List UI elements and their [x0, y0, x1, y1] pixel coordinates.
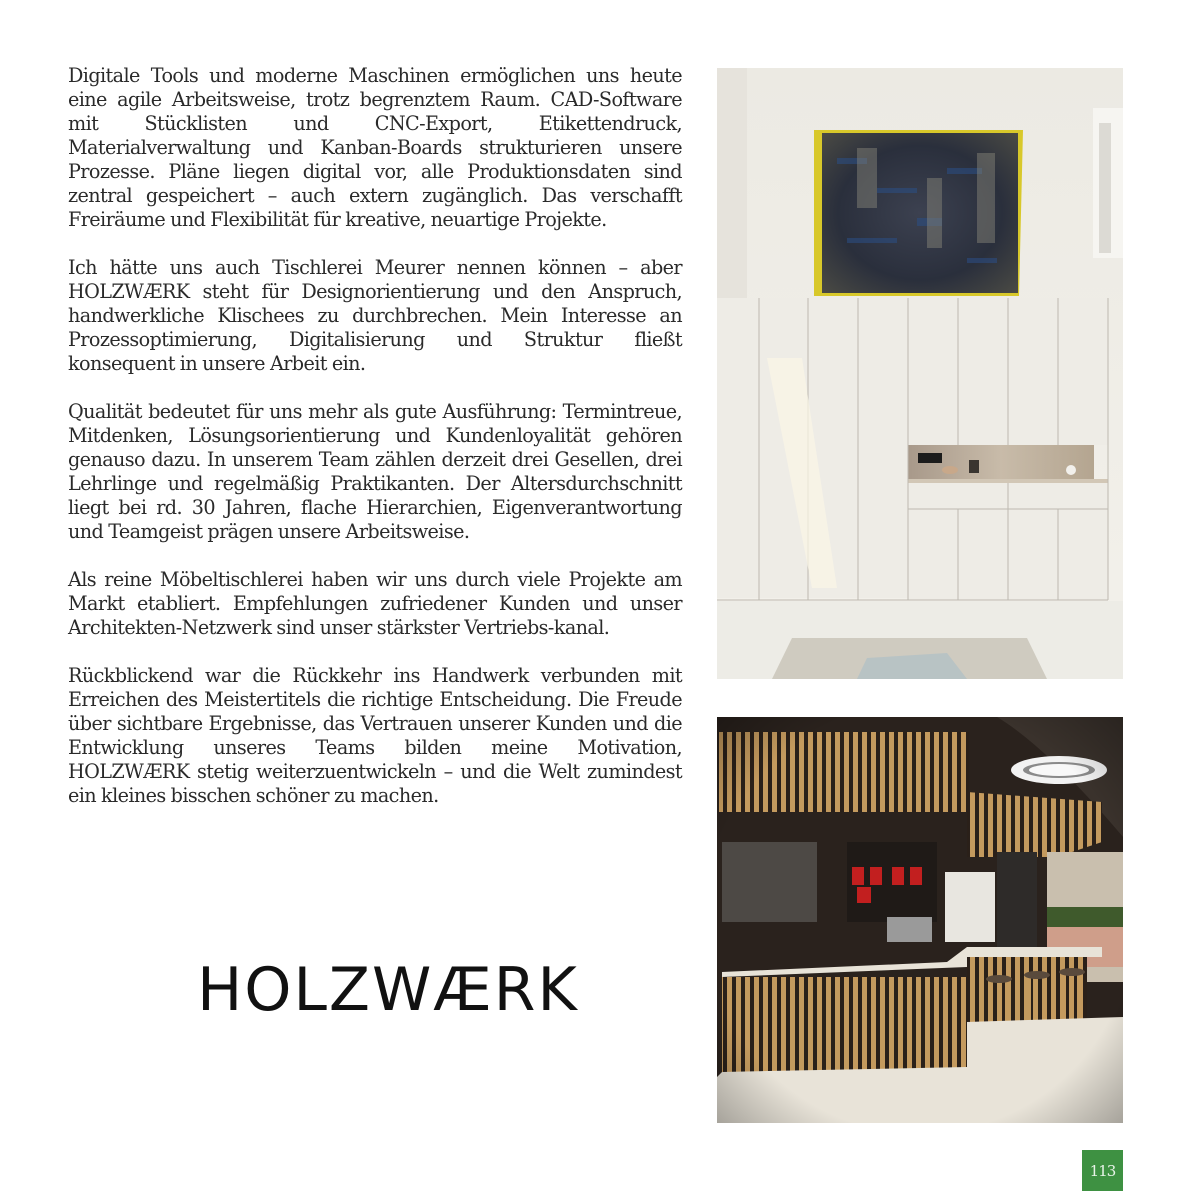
paragraph-retrospective: Rückblickend war die Rückkehr ins Handwerk verbunden mit Erreichen des Meistertitels die richtige Entscheidung. Die Freude über sichtbare Ergebnisse, das Vertrauen unserer Kunden und die Entwicklung unseres Teams bilden meine Motivation, HOLZWÆRK stetig weiterzuentwickeln – und die Welt zumindest ein kleines bisschen schöner zu machen. [68, 664, 682, 807]
paragraph-quality: Qualität bedeutet für uns mehr als gute Ausführung: Termintreue, Mitdenken, Lösungsorientierung und Kundenloyalität gehören genauso dazu. In unserem Team zählen derzeit drei Gesellen, drei Lehrlinge und regelmäßig Praktikanten. Der Altersdurchschnitt liegt bei rd. 30 Jahren, flache Hierarchien, Eigenverantwortung und Teamgeist prägen unsere Arbeitsweise. [68, 400, 682, 543]
cabinetry-illustration [717, 68, 1123, 679]
paragraph-digital-tools: Digitale Tools und moderne Maschinen ermöglichen uns heute eine agile Arbeitsweise, trotz begrenztem Raum. CAD-Software mit Stücklisten und CNC-Export, Etikettendruck, Materialverwaltung und Kanban-Boards strukturieren unsere Prozesse. Pläne liegen digital vor, alle Produktionsdaten sind zentral gespeichert – auch extern zugänglich. Das verschafft Freiräume und Flexibilität für kreative, neuartige Projekte. [68, 64, 682, 231]
article-body [68, 64, 682, 832]
page-number: 113 [1082, 1150, 1123, 1191]
cafe-bar-illustration [717, 717, 1123, 1123]
paragraph-market: Als reine Möbeltischlerei haben wir uns durch viele Projekte am Markt etabliert. Empfehlungen zufriedener Kunden und unser Architekten-Netzwerk sind unser stärkster Vertriebs-kanal. [68, 568, 682, 639]
photo-cafe-bar [717, 717, 1123, 1123]
paragraph-brand-name: Ich hätte uns auch Tischlerei Meurer nennen können – aber HOLZWÆRK steht für Designorientierung und den Anspruch, handwerkliche Klischees zu durchbrechen. Mein Interesse an Prozessoptimierung, Digitalisierung und Struktur fließt konsequent in unsere Arbeit ein. [68, 256, 682, 375]
holzwaerk-logo: HOLZWÆRK [197, 955, 579, 1025]
photo-cabinetry [717, 68, 1123, 679]
